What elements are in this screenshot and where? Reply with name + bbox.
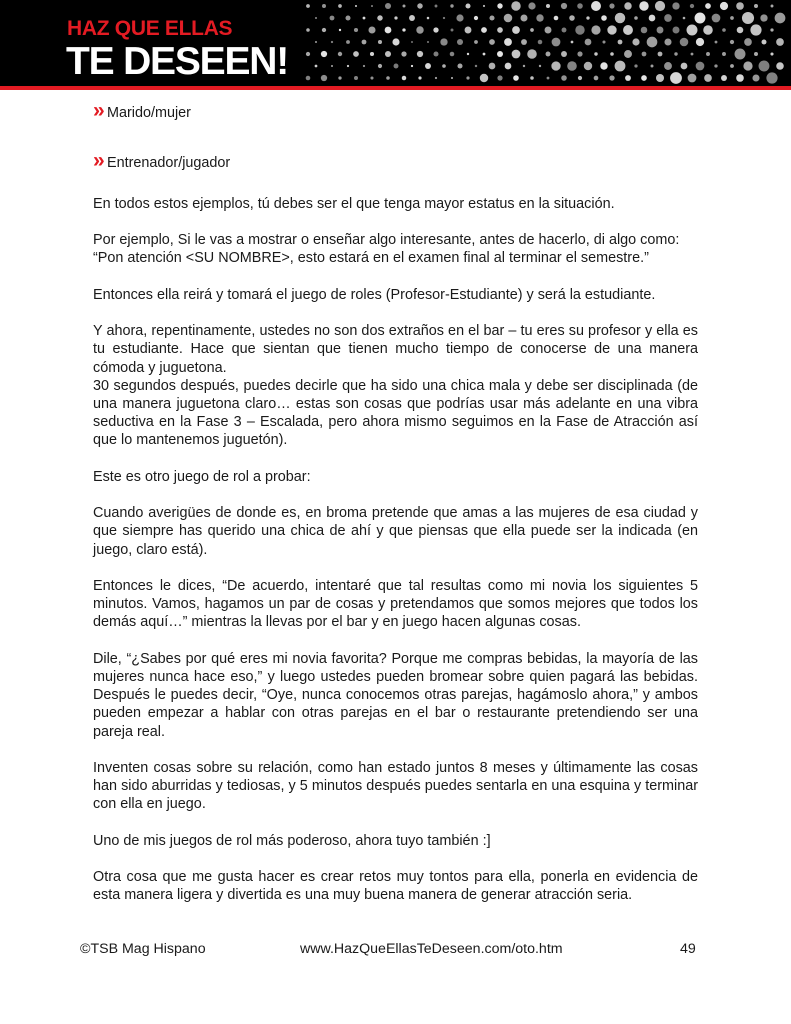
paragraph: Otra cosa que me gusta hacer es crear retos muy tontos para ella, ponerla en evidencia de esta manera ligera y divertida es una muy buena manera de generar atracción seria. xyxy=(93,869,698,904)
decorative-dot xyxy=(347,65,349,67)
decorative-dot xyxy=(331,65,333,67)
decorative-dot xyxy=(770,52,773,55)
decorative-dot xyxy=(345,15,350,20)
decorative-dot xyxy=(655,1,665,11)
decorative-dot xyxy=(322,28,326,32)
decorative-dot xyxy=(315,65,318,68)
decorative-dot xyxy=(363,17,366,20)
decorative-dot xyxy=(554,16,559,21)
decorative-dot xyxy=(760,14,767,21)
paragraph: Uno de mis juegos de rol más poderoso, ahora tuyo también :] xyxy=(93,832,491,849)
decorative-dot xyxy=(362,40,367,45)
decorative-dot xyxy=(321,51,327,57)
decorative-dot xyxy=(539,65,541,67)
page-number: 49 xyxy=(680,941,696,957)
decorative-dot xyxy=(690,4,694,8)
decorative-dot xyxy=(766,72,777,83)
decorative-dot xyxy=(743,61,752,70)
chevron-right-icon: » xyxy=(93,99,105,122)
decorative-dot xyxy=(680,38,689,47)
decorative-dot xyxy=(775,13,786,24)
decorative-dot xyxy=(634,16,638,20)
decorative-dot xyxy=(417,3,422,8)
decorative-dot xyxy=(521,39,527,45)
footer-copyright: ©TSB Mag Hispano xyxy=(80,941,206,957)
decorative-dot xyxy=(696,38,704,46)
decorative-dot xyxy=(481,27,487,33)
decorative-dot xyxy=(512,26,520,34)
decorative-dot xyxy=(306,28,310,32)
decorative-dot xyxy=(639,1,648,10)
decorative-dot xyxy=(505,63,512,70)
decorative-dot xyxy=(771,5,774,8)
decorative-dot xyxy=(642,52,647,57)
decorative-dot xyxy=(442,64,446,68)
decorative-dot xyxy=(353,51,359,57)
decorative-dot xyxy=(624,50,632,58)
decorative-dot xyxy=(368,26,375,33)
decorative-dot xyxy=(641,75,647,81)
decorative-dot xyxy=(402,76,407,81)
paragraph: Dile, “¿Sabes por qué eres mi novia favorita? Porque me compras bebidas, la mayoría de las mujeres nunca hace eso,” y luego ustedes pueden bromear sobre quien pagará las bebidas. Después le puedes decir, “Oye, nunca conocemos otras parejas, hagámoslo ahora,” y ambos pueden empezar a hablar con otras parejas en el bar o restaurante pretendiendo ser una pareja real. xyxy=(93,650,698,740)
decorative-dot xyxy=(425,63,431,69)
decorative-dot xyxy=(658,52,663,57)
bullet-text: Entrenador/jugador xyxy=(107,155,231,172)
paragraph: Inventen cosas sobre su relación, como han estado juntos 8 meses y últimamente las cosas han sido aburridas y tediosas, y 5 minutos después puedes sentarla en una esquina y terminar con ella en juego. xyxy=(93,759,698,813)
decorative-dot xyxy=(672,2,679,9)
bullet-text: Marido/mujer xyxy=(107,105,191,121)
decorative-dot xyxy=(547,77,550,80)
page-footer xyxy=(0,941,791,961)
decorative-dot xyxy=(378,40,382,44)
decorative-dot xyxy=(691,53,694,56)
decorative-dot xyxy=(625,75,631,81)
decorative-dot xyxy=(754,52,758,56)
decorative-dot xyxy=(527,49,537,59)
decorative-dot xyxy=(497,51,503,57)
decorative-dot xyxy=(607,25,616,34)
decorative-dot xyxy=(411,65,413,67)
decorative-dot xyxy=(489,63,496,70)
decorative-dot xyxy=(443,17,445,19)
decorative-dot xyxy=(354,28,358,32)
decorative-dot xyxy=(647,37,658,48)
decorative-dot xyxy=(451,29,454,32)
decorative-dot xyxy=(750,24,761,35)
decorative-dot xyxy=(752,74,759,81)
decorative-dot xyxy=(722,28,726,32)
decorative-dot xyxy=(730,64,734,68)
decorative-dot xyxy=(497,3,502,8)
decorative-dot xyxy=(706,52,710,56)
decorative-dot xyxy=(609,75,614,80)
decorative-dot xyxy=(346,40,350,44)
decorative-dot xyxy=(623,25,633,35)
decorative-dot xyxy=(601,15,607,21)
decorative-dot xyxy=(594,76,599,81)
decorative-dot xyxy=(578,76,582,80)
decorative-dot xyxy=(322,4,326,8)
decorative-dot xyxy=(315,41,317,43)
page-body xyxy=(93,99,698,905)
decorative-dot xyxy=(339,29,341,31)
decorative-dot xyxy=(331,41,333,43)
decorative-dot xyxy=(457,63,462,68)
paragraph: Entonces le dices, “De acuerdo, intentaré que tal resultas como mi novia los siguientes 5 minutos. Vamos, hagamos un par de cosas y pretendamos que somos mejores que todos los demás aquí…” mientras la llevas por el bar y en juego hacen algunas cosas. xyxy=(93,577,698,631)
decorative-dot xyxy=(480,74,488,82)
decorative-dot xyxy=(736,74,744,82)
decorative-dot xyxy=(736,2,744,10)
decorative-dot xyxy=(551,61,560,70)
decorative-dot xyxy=(330,16,335,21)
decorative-dot xyxy=(664,62,672,70)
decorative-dot xyxy=(427,17,430,20)
decorative-dot xyxy=(466,76,469,79)
decorative-dot xyxy=(737,27,744,34)
decorative-dot xyxy=(585,39,592,46)
decorative-dot xyxy=(435,77,437,79)
footer-url: www.HazQueEllasTeDeseen.com/oto.htm xyxy=(300,941,563,957)
decorative-dot xyxy=(634,64,637,67)
decorative-dot xyxy=(651,65,654,68)
decorative-dot xyxy=(528,2,535,9)
decorative-dot xyxy=(450,4,453,7)
decorative-dot xyxy=(511,1,520,10)
decorative-dot xyxy=(577,3,583,9)
decorative-dot xyxy=(474,16,478,20)
decorative-dot xyxy=(409,15,415,21)
decorative-dot xyxy=(594,52,597,55)
paragraph: Entonces ella reirá y tomará el juego de roles (Profesor-Estudiante) y será la estudiante. xyxy=(93,286,656,303)
decorative-dot xyxy=(600,62,607,69)
paragraph: Por ejemplo, Si le vas a mostrar o enseñar algo interesante, antes de hacerlo, di algo como: xyxy=(93,232,680,249)
decorative-dot xyxy=(401,51,406,56)
decorative-dot xyxy=(649,15,656,22)
chevron-right-icon: » xyxy=(93,149,105,173)
decorative-dot xyxy=(688,74,697,83)
decorative-dot xyxy=(306,76,311,81)
decorative-dot xyxy=(465,27,472,34)
decorative-dot xyxy=(656,74,664,82)
decorative-dot xyxy=(695,13,706,24)
decorative-dot xyxy=(338,76,341,79)
decorative-dot xyxy=(735,49,746,60)
decorative-dot xyxy=(530,76,534,80)
decorative-dot xyxy=(370,76,373,79)
decorative-dot xyxy=(591,25,600,34)
decorative-dot xyxy=(306,4,310,8)
decorative-dot xyxy=(674,52,677,55)
decorative-dot xyxy=(569,15,575,21)
decorative-dot xyxy=(489,15,494,20)
decorative-dot xyxy=(504,38,512,46)
decorative-dot xyxy=(571,41,574,44)
decorative-dot xyxy=(696,62,705,71)
decorative-dot xyxy=(705,3,711,9)
decorative-dot xyxy=(411,41,413,43)
decorative-dot xyxy=(720,2,728,10)
decorative-dot xyxy=(433,27,438,32)
decorative-dot xyxy=(433,51,438,56)
decorative-dot xyxy=(306,52,310,56)
decorative-dot xyxy=(714,64,717,67)
decorative-dot xyxy=(545,27,552,34)
decorative-dot xyxy=(744,38,752,46)
decorative-dot xyxy=(394,16,397,19)
decorative-dot xyxy=(450,52,455,57)
decorative-dot xyxy=(385,3,391,9)
decorative-dot xyxy=(610,52,614,56)
decorative-dot xyxy=(497,75,502,80)
decorative-dot xyxy=(687,25,698,36)
decorative-dot xyxy=(776,38,784,46)
decorative-dot xyxy=(338,52,342,56)
decorative-dot xyxy=(355,5,357,7)
page-header xyxy=(0,0,791,86)
decorative-dot xyxy=(722,52,726,56)
paragraph: Este es otro juego de rol a probar: xyxy=(93,468,311,485)
decorative-dot xyxy=(489,39,495,45)
decorative-dot xyxy=(742,12,754,24)
decorative-dot xyxy=(451,77,453,79)
brand-title: TE DESEEN! xyxy=(66,40,289,83)
decorative-dot xyxy=(435,5,438,8)
bullet-item xyxy=(93,149,698,173)
decorative-dot xyxy=(521,15,528,22)
decorative-dot xyxy=(584,62,592,70)
decorative-dot xyxy=(730,40,734,44)
decorative-dot xyxy=(609,3,614,8)
decorative-dot xyxy=(402,28,405,31)
decorative-dot xyxy=(761,39,766,44)
decorative-dot xyxy=(618,40,623,45)
bullet-item xyxy=(93,99,698,122)
brand-tagline: HAZ QUE ELLAS xyxy=(67,17,233,40)
decorative-dot xyxy=(385,27,392,34)
decorative-dot xyxy=(483,5,485,7)
decorative-dot xyxy=(561,75,567,81)
decorative-dot xyxy=(664,38,671,45)
decorative-dot xyxy=(681,63,688,70)
decorative-dot xyxy=(552,38,561,47)
decorative-dot xyxy=(567,61,577,71)
decorative-dot xyxy=(392,38,399,45)
decorative-dot xyxy=(703,25,713,35)
decorative-dot xyxy=(657,27,664,34)
decorative-dot xyxy=(712,14,721,23)
decorative-dot xyxy=(440,38,447,45)
decorative-dot xyxy=(730,16,734,20)
decorative-dot xyxy=(427,41,429,43)
decorative-dot xyxy=(624,2,631,9)
decorative-dot xyxy=(715,41,718,44)
decorative-dot xyxy=(523,65,525,67)
decorative-dot xyxy=(378,64,382,68)
decorative-dot xyxy=(754,4,758,8)
decorative-dot xyxy=(577,51,582,56)
decorative-dot xyxy=(546,52,551,57)
decorative-dot xyxy=(538,40,543,45)
decorative-dot xyxy=(591,1,601,11)
decorative-dot xyxy=(536,14,543,21)
decorative-dot xyxy=(561,3,567,9)
decorative-dot xyxy=(354,76,358,80)
decorative-dot xyxy=(418,76,421,79)
decorative-dot xyxy=(513,75,519,81)
paragraph: En todos estos ejemplos, tú debes ser el que tenga mayor estatus en la situación. xyxy=(93,195,615,212)
decorative-dot xyxy=(504,14,513,23)
decorative-dot xyxy=(561,51,567,57)
decorative-dot xyxy=(394,64,399,69)
decorative-dot xyxy=(575,25,584,34)
decorative-dot xyxy=(377,15,382,20)
decorative-dot xyxy=(475,65,477,67)
decorative-dot xyxy=(615,13,625,23)
decorative-dot xyxy=(370,52,374,56)
paragraph: Cuando averigües de donde es, en broma pretende que amas a las mujeres de esa ciudad y que siempre has querido una chica de ahí y que piensas que ella puede ser la indicada (en juego, claro está). xyxy=(93,505,698,558)
decorative-dot xyxy=(586,16,589,19)
decorative-dot xyxy=(385,51,391,57)
decorative-dot xyxy=(371,5,373,7)
decorative-dot xyxy=(467,53,469,55)
decorative-dot xyxy=(530,28,534,32)
decorative-dot xyxy=(456,14,463,21)
decorative-dot xyxy=(704,74,712,82)
decorative-dot xyxy=(721,75,727,81)
decorative-dot xyxy=(363,65,365,67)
decorative-dot xyxy=(546,4,550,8)
decorative-dot xyxy=(770,28,773,31)
decorative-dot xyxy=(641,27,648,34)
decorative-dot xyxy=(512,50,521,59)
decorative-dot xyxy=(416,26,423,33)
paragraph: Y ahora, repentinamente, ustedes no son dos extraños en el bar – tu eres su profesor y ella es tu estudiante. Hace que sientan que tienen mucho tiempo de conocerse de una manera cómoda y juguetona. xyxy=(93,323,698,376)
paragraph: “Pon atención <SU NOMBRE>, esto estará en el examen final al terminar el semestre.” xyxy=(93,250,649,267)
decorative-dot xyxy=(338,4,342,8)
decorative-dot xyxy=(602,40,605,43)
decorative-dot xyxy=(664,14,672,22)
decorative-dot xyxy=(417,51,423,57)
decorative-dot xyxy=(457,39,463,45)
decorative-dot xyxy=(315,17,317,19)
decorative-dot xyxy=(321,75,327,81)
dot-pattern-decoration xyxy=(300,0,791,86)
decorative-dot xyxy=(759,61,770,72)
decorative-dot xyxy=(632,38,639,45)
decorative-dot xyxy=(497,27,503,33)
paragraph: 30 segundos después, puedes decirle que ha sido una chica mala y debe ser disciplinada (de una manera juguetona claro… estas son cosas que podrías usar más adelante en una vibra seductiva en la Fase 3 – Escalada, pero ahora mismo seguimos en la Fase de Atracción así que lo mantenemos juguetón). xyxy=(93,377,698,449)
decorative-dot xyxy=(615,61,626,72)
decorative-dot xyxy=(474,40,478,44)
decorative-dot xyxy=(672,26,679,33)
decorative-dot xyxy=(465,3,470,8)
header-divider xyxy=(0,86,791,90)
decorative-dot xyxy=(483,53,486,56)
decorative-dot xyxy=(776,62,784,70)
decorative-dot xyxy=(683,17,686,20)
decorative-dot xyxy=(386,76,390,80)
decorative-dot xyxy=(562,28,567,33)
decorative-dot xyxy=(403,5,406,8)
decorative-dot xyxy=(670,72,682,84)
